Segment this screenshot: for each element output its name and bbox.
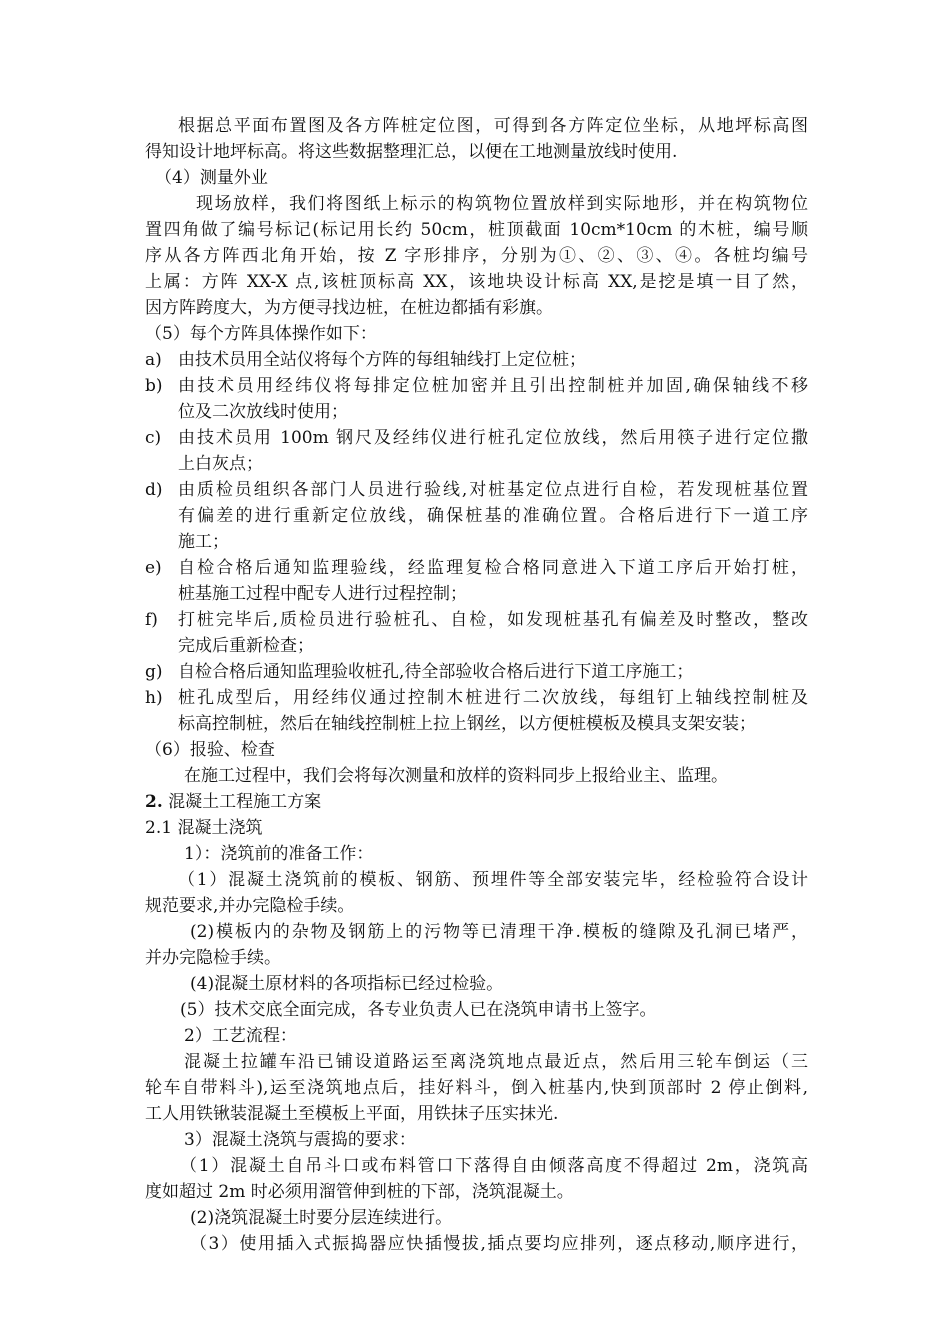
list-item-g: 自检合格后通知监理验收桩孔,待全部验收合格后进行下道工序施工； (178, 662, 694, 682)
heading-5: （5）每个方阵具体操作如下： (145, 324, 377, 344)
heading-4: （4）测量外业 (155, 168, 268, 188)
req-1-line-1: （1）混凝土自吊斗口或布料管口下落得自由倾落高度不得超过 2m，浇筑高 (180, 1156, 808, 1176)
section-2-1-heading: 2.1 混凝土浇筑 (145, 818, 263, 838)
req-2: (2)浇筑混凝土时要分层连续进行。 (190, 1208, 453, 1228)
step-1-heading: 1）：浇筑前的准备工作： (184, 844, 374, 864)
list-item-h-line-1: 桩孔成型后，用经纬仪通过控制木桩进行二次放线，每组钉上轴线控制桩及 (178, 688, 808, 708)
p4-line-4: 上属：方阵 XX-X 点,该桩顶标高 XX，该地块设计标高 XX,是挖是填一目了然， (145, 272, 808, 292)
p6-text: 在施工过程中，我们会将每次测量和放样的资料同步上报给业主、监理。 (184, 766, 728, 786)
list-marker: h) (145, 688, 163, 708)
prep-5: (5）技术交底全面完成，各专业负责人已在浇筑申请书上签字。 (180, 1000, 657, 1020)
list-marker: f) (145, 610, 158, 630)
list-item-c-line-2: 上白灰点； (178, 454, 263, 474)
flow-line-1: 混凝土拉罐车沿已铺设道路运至离浇筑地点最近点，然后用三轮车倒运（三 (184, 1052, 808, 1072)
list-item-e-line-1: 自检合格后通知监理验线，经监理复检合格同意进入下道工序后开始打桩， (178, 558, 808, 578)
intro-line-2: 得知设计地坪标高。将这些数据整理汇总，以便在工地测量放线时使用. (145, 142, 678, 162)
p4-line-2: 置四角做了编号标记(标记用长约 50cm，桩顶截面 10cm*10cm 的木桩，编号顺 (145, 220, 808, 240)
step-3-heading: 3）混凝土浇筑与震捣的要求： (184, 1130, 416, 1150)
prep-2-line-1: (2)模板内的杂物及钢筋上的污物等已清理干净.模板的缝隙及孔洞已堵严， (190, 922, 808, 942)
prep-1-line-2: 规范要求,并办完隐检手续。 (145, 896, 355, 916)
list-item-f-line-2: 完成后重新检查； (178, 636, 314, 656)
flow-line-3: 工人用铁锹装混凝土至模板上平面，用铁抹子压实抹光. (145, 1104, 559, 1124)
list-item-e-line-2: 桩基施工过程中配专人进行过程控制； (178, 584, 467, 604)
req-3: （3）使用插入式振捣器应快插慢拔,插点要均应排列，逐点移动,顺序进行， (190, 1234, 808, 1254)
prep-1-line-1: （1）混凝土浇筑前的模板、钢筋、预埋件等全部安装完毕，经检验符合设计 (178, 870, 808, 890)
req-1-line-2: 度如超过 2m 时必须用溜管伸到桩的下部，浇筑混凝土。 (145, 1182, 574, 1202)
prep-2-line-2: 并办完隐检手续。 (145, 948, 281, 968)
heading-6: （6）报验、检查 (145, 740, 275, 760)
list-item-b-line-1: 由技术员用经纬仪将每排定位桩加密并且引出控制桩并加固,确保轴线不移 (178, 376, 808, 396)
section-2-number: 2. (145, 792, 163, 812)
prep-4: (4)混凝土原材料的各项指标已经过检验。 (190, 974, 504, 994)
list-marker: a) (145, 350, 162, 370)
list-item-h-line-2: 标高控制桩，然后在轴线控制桩上拉上钢丝，以方便桩模板及模具支架安装； (178, 714, 756, 734)
list-marker: c) (145, 428, 162, 448)
list-marker: d) (145, 480, 163, 500)
list-marker: g) (145, 662, 163, 682)
list-marker: b) (145, 376, 163, 396)
list-item-d-line-1: 由质检员组织各部门人员进行验线,对桩基定位点进行自检，若发现桩基位置 (178, 480, 808, 500)
p4-line-5: 因方阵跨度大，为方便寻找边桩，在桩边都插有彩旗。 (145, 298, 553, 318)
list-marker: e) (145, 558, 162, 578)
section-2-title: 混凝土工程施工方案 (162, 792, 322, 812)
p4-line-1: 现场放样，我们将图纸上标示的构筑物位置放样到实际地形，并在构筑物位 (196, 194, 808, 214)
list-item-c-line-1: 由技术员用 100m 钢尺及经纬仪进行桩孔定位放线，然后用筷子进行定位撒 (178, 428, 808, 448)
flow-line-2: 轮车自带料斗),运至浇筑地点后，挂好料斗，倒入桩基内,快到顶部时 2 停止倒料, (145, 1078, 808, 1098)
step-2-heading: 2）工艺流程： (184, 1026, 297, 1046)
intro-line-1: 根据总平面布置图及各方阵桩定位图，可得到各方阵定位坐标，从地坪标高图 (178, 116, 808, 136)
list-item-f-line-1: 打桩完毕后,质检员进行验桩孔、自检，如发现桩基孔有偏差及时整改，整改 (178, 610, 808, 630)
section-2-heading (145, 789, 321, 815)
p4-line-3: 序从各方阵西北角开始，按 Z 字形排序，分别为①、②、③、④。各桩均编号 (145, 246, 808, 266)
list-item-d-line-2: 有偏差的进行重新定位放线，确保桩基的准确位置。合格后进行下一道工序 (178, 506, 808, 526)
list-item-b-line-2: 位及二次放线时使用； (178, 402, 348, 422)
list-item-a: 由技术员用全站仪将每个方阵的每组轴线打上定位桩； (178, 350, 586, 370)
list-item-d-line-3: 施工； (178, 532, 229, 552)
